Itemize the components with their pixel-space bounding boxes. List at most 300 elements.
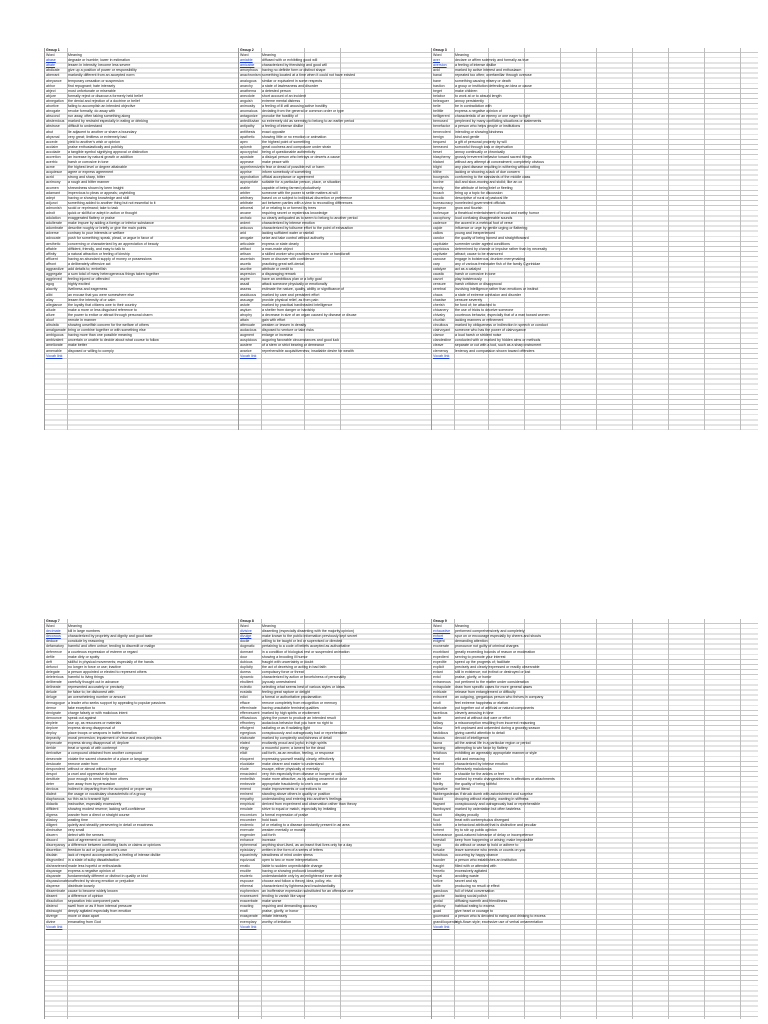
- meaning-cell: treat with contemptuous disregard: [455, 817, 510, 822]
- meaning-cell: the use of tricks to deceive someone: [455, 307, 514, 312]
- word-cell: astute: [240, 302, 250, 307]
- word-cell: amalgamate: [46, 328, 66, 333]
- meaning-cell: requiring and demanding accuracy: [262, 904, 318, 909]
- word-cell: exorbitant: [433, 649, 449, 654]
- meaning-cell: made less hopeful or enthusiastic: [68, 863, 122, 868]
- meaning-cell: lacking or showing a lack of due concern: [455, 170, 520, 175]
- meaning-cell: lack of agreement or harmony: [68, 838, 116, 843]
- word-cell: diminutive: [46, 827, 63, 832]
- word-cell: bane: [433, 78, 441, 83]
- word-cell: fastidious: [433, 731, 449, 736]
- meaning-cell: excessively agitated: [455, 868, 488, 873]
- word-cell: ambiguous: [46, 333, 64, 338]
- meaning-cell: add details to; embellish: [68, 267, 107, 272]
- meaning-cell: estimate the nature, quality, ability or significance of: [262, 287, 345, 292]
- meaning-cell: repeated too often; overfamiliar through overuse: [455, 73, 532, 78]
- word-cell: bequest: [433, 139, 446, 144]
- word-cell: bucolic: [433, 195, 445, 200]
- word-cell: adjunct: [46, 200, 58, 205]
- meaning-cell: escape, either physically or mentally: [262, 766, 320, 771]
- word-cell: exemplary: [240, 919, 257, 924]
- word-cell: acrimony: [46, 180, 61, 185]
- word-cell: bovine: [433, 180, 444, 185]
- meaning-cell: praise, glorify, or honor: [455, 675, 492, 680]
- word-cell: fraught: [433, 863, 445, 868]
- word-cell: disperse: [46, 883, 60, 888]
- word-cell: acumen: [46, 185, 59, 190]
- word-cell: edict: [240, 695, 248, 700]
- word-cell: emend: [240, 787, 251, 792]
- word-cell: efface: [240, 700, 250, 705]
- word-cell: archaic: [240, 216, 252, 221]
- meaning-cell: poor enough to need help from others: [68, 776, 129, 781]
- word-cell: duress: [240, 669, 251, 674]
- word-cell: effulgent: [240, 725, 254, 730]
- meaning-cell: degrade or humble; lower in estimation: [68, 58, 130, 63]
- word-cell: flaunt: [433, 812, 442, 817]
- word-cell: apex: [240, 139, 248, 144]
- word-cell: futile: [433, 883, 441, 888]
- meaning-cell: weaken or lessen in density: [262, 323, 307, 328]
- vocab-link[interactable]: Vocab link: [46, 924, 63, 929]
- word-cell[interactable]: abate: [46, 63, 55, 68]
- word-cell[interactable]: aver: [433, 58, 440, 63]
- meaning-cell: any plant disease resulting in withering without rotting: [455, 165, 541, 170]
- meaning-cell: spur on or encourage especially by cheers and shouts: [455, 634, 542, 639]
- meaning-cell: a person who establishes an institution: [455, 858, 517, 863]
- meaning-cell: praise enthusiastically and publicly: [68, 144, 124, 149]
- word-cell: exigent: [433, 639, 445, 644]
- word-cell: acme: [46, 165, 55, 170]
- meaning-cell: draw from specific cases for more general cases: [455, 685, 533, 690]
- word-cell: didactic: [46, 802, 59, 807]
- meaning-cell: unaffected by strong emotion or prejudice: [68, 878, 135, 883]
- vocabulary-sheet-1: [44, 48, 758, 430]
- meaning-cell: descriptive of rural or pastoral life: [455, 195, 508, 200]
- meaning-cell: great coolness and composure under strain: [262, 144, 332, 149]
- word-cell: bureaucracy: [433, 200, 453, 205]
- meaning-cell: markedly different from an accepted norm: [68, 73, 135, 78]
- word-cell: adulterate: [46, 221, 62, 226]
- word-cell: allude: [46, 307, 56, 312]
- word-cell: accretion: [46, 154, 61, 159]
- word-cell: elegy: [240, 746, 249, 751]
- meaning-cell: marked by complexity and richness of detail: [262, 736, 332, 741]
- word-group: [433, 619, 669, 930]
- meaning-cell: a disparaging remark: [262, 272, 296, 277]
- meaning-cell: deviating from the general or common order or type: [262, 109, 344, 114]
- meaning-cell: anything short-lived, as an insect that lives only for a day: [262, 843, 353, 848]
- meaning-cell: someone with the power to settle matters at will: [262, 190, 338, 195]
- meaning-cell: remote in manner: [68, 317, 97, 322]
- word-cell: disheartened: [46, 863, 67, 868]
- meaning-column-header: Meaning: [68, 53, 82, 58]
- word-cell: beget: [433, 88, 442, 93]
- word-cell: dour: [240, 654, 248, 659]
- meaning-cell: revoke formally; do away with: [68, 109, 116, 114]
- meaning-cell: having or showing knowledge and skill: [68, 195, 130, 200]
- meaning-cell: increase: [262, 838, 276, 843]
- word-cell: goad: [433, 909, 441, 914]
- word-cell[interactable]: aversion: [433, 63, 447, 68]
- meaning-cell: extreme mental distress: [262, 98, 301, 103]
- meaning-cell: in a condition of biological rest or suspended animation: [262, 649, 350, 654]
- meaning-cell: an outgoing, gregarious person who thrives in company: [455, 695, 544, 700]
- word-cell: antipathy: [240, 124, 255, 129]
- word-cell: aesthetic: [46, 241, 61, 246]
- word-cell: abeyance: [46, 78, 62, 83]
- word-cell: elated: [240, 741, 250, 746]
- meaning-cell: requiring secret or mysterious knowledge: [262, 211, 328, 215]
- meaning-cell: a shackle for the ankles or feet: [455, 771, 504, 776]
- word-cell: felicitous: [433, 751, 447, 756]
- word-cell: audacious: [240, 328, 257, 333]
- word-cell: enervate: [240, 827, 254, 832]
- word-cell: forgo: [433, 843, 442, 848]
- meaning-cell: remove completely from recognition or memory: [262, 700, 338, 705]
- meaning-cell: showing unselfish concern for the welfare of others: [68, 323, 149, 328]
- meaning-cell: the accent in a metrical foot of verse: [455, 221, 513, 226]
- meaning-cell: annoy continually or chronically: [455, 149, 505, 154]
- word-cell: fortuitous: [433, 853, 448, 858]
- meaning-cell: in fear or dread of possible evil or harm: [262, 165, 325, 170]
- word-cell: aspersion: [240, 272, 256, 277]
- word-cell: embellish: [240, 776, 256, 781]
- meaning-cell: a feeling of ill will arousing active hostility: [262, 104, 328, 109]
- meaning-cell: bring up a topic for discussion: [455, 190, 503, 195]
- word-cell[interactable]: divisive: [240, 629, 252, 634]
- word-cell: fatuous: [433, 736, 445, 741]
- word-cell: dissent: [46, 894, 58, 899]
- word-cell: defamatory: [46, 644, 64, 649]
- word-cell[interactable]: amiable: [240, 58, 253, 63]
- meaning-cell: arrived at without due care or effort: [455, 715, 511, 720]
- word-cell: amorphous: [240, 68, 258, 73]
- meaning-cell: harmful and often untrue; tending to discredit or malign: [68, 644, 156, 649]
- word-group: [433, 48, 669, 359]
- meaning-cell: weaken mentally or morally: [262, 827, 306, 832]
- meaning-cell: quick or skillful or adept in action or thought: [68, 211, 138, 215]
- group-title: Group 1: [46, 48, 60, 52]
- meaning-cell: so thin as to transmit light: [68, 797, 109, 802]
- word-cell: ephemeral: [240, 843, 257, 848]
- word-cell: auspicious: [240, 338, 257, 343]
- meaning-cell: a mournful poem; a lament for the dead: [262, 746, 325, 751]
- word-column-header: Word: [240, 624, 249, 629]
- meaning-cell: a decrease in size of an organ caused by disease or disuse: [262, 312, 357, 317]
- meaning-cell: grossly irreverent behavior toward sacred things: [455, 154, 532, 159]
- word-cell: banal: [433, 73, 442, 78]
- word-cell: bereaved: [433, 144, 448, 149]
- meaning-cell: cleverly amusing in tone: [455, 710, 494, 715]
- word-cell: blatant: [433, 160, 444, 165]
- meaning-cell: lacking sufficient water or rainfall: [262, 231, 314, 236]
- meaning-cell: appropriate fraudulently to one's own use: [262, 782, 328, 786]
- vocab-link[interactable]: Vocab link: [433, 924, 450, 929]
- meaning-cell: put together out of artificial or natural components: [455, 705, 535, 710]
- meaning-cell: a behavioral attribute that is distinctive and peculiar: [455, 822, 537, 827]
- word-cell: arcane: [240, 211, 251, 215]
- word-cell: exacerbate: [240, 899, 258, 904]
- meaning-cell: marked by high spirits or excitement: [262, 710, 320, 715]
- word-cell[interactable]: decimate: [46, 629, 61, 634]
- column-rule: [704, 48, 705, 430]
- meaning-cell: temporary cessation or suspension: [68, 78, 124, 83]
- column-rule: [44, 619, 45, 1019]
- word-cell: arbitrate: [240, 200, 254, 205]
- meaning-cell: keep from happening or arising; make impossible: [455, 838, 534, 843]
- meaning-cell: a person who is devoted to eating and drinking to excess: [455, 914, 546, 919]
- word-cell: fallacy: [433, 720, 444, 725]
- meaning-cell: standing above others in quality or position: [262, 792, 331, 797]
- meaning-cell: surrender under agreed conditions: [455, 241, 510, 246]
- meaning-cell: the power to entice or attract through personal charm: [68, 312, 153, 317]
- meaning-cell: a rough and bitter manner: [68, 180, 110, 185]
- meaning-cell: compulsory force or threat: [262, 669, 304, 674]
- word-cell: clamor: [433, 333, 444, 338]
- meaning-cell: having or showing profound knowledge: [262, 868, 325, 873]
- meaning-cell: a formal or authoritative proclamation: [262, 695, 322, 700]
- word-cell: empathy: [240, 797, 254, 802]
- word-cell: assess: [240, 287, 252, 292]
- word-cell: forestall: [433, 838, 446, 843]
- meaning-cell: exhibiting an agreeably appropriate manner or style: [455, 751, 537, 756]
- meaning-cell: most unfortunate or miserable: [68, 88, 116, 93]
- word-cell: cherish: [433, 302, 445, 307]
- meaning-cell: have an ambitious plan or a lofty goal: [262, 277, 322, 282]
- meaning-cell: a sum total of many heterogeneous things taken together: [68, 272, 159, 277]
- word-cell: ascetic: [240, 261, 252, 266]
- meaning-cell: perplexed by many conflicting situations or statements: [455, 119, 542, 124]
- word-cell: deft: [46, 659, 52, 664]
- meaning-cell: of or relating to a disease constantly present in an area: [262, 822, 350, 827]
- meaning-cell: place troops or weapons in battle formation: [68, 731, 137, 736]
- word-cell: discretion: [46, 848, 62, 853]
- word-cell: espouse: [240, 878, 254, 883]
- word-cell: deprecate: [46, 741, 62, 746]
- word-cell: despot: [46, 771, 57, 776]
- meaning-cell: make dirty or spotty: [68, 654, 100, 659]
- word-cell: disdain: [46, 853, 58, 858]
- word-cell: beset: [433, 149, 442, 154]
- meaning-cell: describe roughly or briefly or give the main points: [68, 226, 147, 231]
- meaning-cell: call forth: [262, 832, 276, 837]
- meaning-cell: carefully thought out in advance: [68, 680, 119, 685]
- meaning-column-header: Meaning: [68, 624, 82, 629]
- word-cell: appropriate: [240, 180, 259, 185]
- word-cell: diverge: [46, 914, 58, 919]
- meaning-cell: freedom to act or judge on one's own: [68, 848, 128, 853]
- word-cell: deluge: [46, 695, 57, 700]
- meaning-cell: influence or urge by gentle urging or flattering: [455, 226, 528, 231]
- word-cell: censure: [433, 282, 446, 287]
- meaning-cell: make a more or less disguised reference to: [68, 307, 137, 312]
- word-cell[interactable]: exhort: [433, 634, 443, 639]
- word-cell: clairvoyant: [433, 328, 451, 333]
- word-cell: fabricate: [433, 705, 447, 710]
- meaning-cell: someone who has the power of clairvoyance: [455, 328, 526, 333]
- word-cell: abysmal: [46, 134, 60, 139]
- meaning-cell: all the animal life in a particular region or period: [455, 741, 531, 746]
- meaning-cell: drooping without elasticity; wanting in stiffness: [455, 797, 529, 802]
- word-cell: grandiloquence: [433, 919, 458, 924]
- meaning-cell: characterized by toilsome effort to the point of exhaustion: [262, 226, 354, 231]
- word-cell: delegate: [46, 669, 60, 674]
- word-cell: forbearance: [433, 832, 453, 837]
- meaning-cell: involving intelligence rather than emotions or instinct: [455, 287, 539, 292]
- meaning-cell: capable of being farmed productively: [262, 185, 321, 190]
- meaning-cell: derived from experiment and observation rather than theory: [262, 802, 357, 807]
- column-rule: [44, 48, 45, 430]
- table-row: [433, 920, 669, 925]
- word-cell: austere: [240, 343, 252, 348]
- word-cell: evanescent: [240, 894, 259, 899]
- word-cell[interactable]: decorous: [46, 634, 61, 639]
- meaning-cell: wild and menacing: [455, 756, 485, 761]
- meaning-cell: attribute or credit to: [262, 267, 293, 272]
- word-cell: artisan: [240, 251, 251, 256]
- word-cell: arboreal: [240, 205, 254, 210]
- meaning-cell: grow and flourish: [455, 205, 483, 210]
- word-cell: facetious: [433, 710, 448, 715]
- vocab-link[interactable]: Vocab link: [433, 353, 450, 358]
- meaning-cell: very thin especially from disease or hunger or cold: [262, 771, 343, 776]
- word-cell: arrogate: [240, 236, 254, 241]
- meaning-cell: represented accurately or precisely: [68, 685, 124, 690]
- meaning-cell: secret and sly: [455, 878, 478, 883]
- meaning-cell: characteristic of an enemy or one eager to fight: [455, 114, 531, 119]
- word-cell: cleave: [433, 343, 444, 348]
- word-column-header: Word: [240, 53, 249, 58]
- meaning-cell: treat or speak of with contempt: [68, 746, 118, 751]
- meaning-cell: enlarge or increase: [262, 333, 293, 338]
- word-cell[interactable]: amicable: [240, 63, 255, 68]
- word-cell: benign: [433, 134, 444, 139]
- word-cell: fervent: [433, 761, 444, 766]
- meaning-cell: steadiness of mind under stress: [262, 853, 313, 858]
- word-cell: eloquent: [240, 756, 254, 761]
- word-cell: emaciated: [240, 771, 257, 776]
- word-cell: frugal: [433, 873, 442, 878]
- word-cell: distend: [46, 904, 58, 909]
- word-cell: apprehensive: [240, 165, 262, 170]
- meaning-cell: lie adjacent to another or share a boundary: [68, 129, 137, 134]
- column-rule: [704, 619, 705, 1019]
- meaning-cell: something located at a time when it could not have existed: [262, 73, 356, 78]
- word-cell: clandestine: [433, 338, 452, 343]
- meaning-cell: yield to another's wish or opinion: [68, 139, 121, 144]
- word-cell[interactable]: exhaustive: [433, 629, 451, 634]
- meaning-cell: very great; limitless or extremely bad: [68, 134, 127, 139]
- meaning-cell: having more than one possible meaning: [68, 333, 132, 338]
- meaning-cell: remove water from: [68, 761, 98, 766]
- vocab-link[interactable]: Vocab link: [240, 924, 257, 929]
- meaning-cell: showing little or no emotion or animation: [262, 134, 327, 139]
- word-cell: amenable: [46, 348, 62, 353]
- meaning-cell: precisely and clearly expressed or readily observable: [455, 664, 540, 669]
- word-cell: avarice: [240, 348, 252, 353]
- meaning-cell: avoiding waste: [455, 873, 479, 878]
- word-cell: apathetic: [240, 134, 255, 139]
- word-column-header: Word: [433, 624, 442, 629]
- meaning-cell: feel extreme happiness or elation: [455, 700, 508, 705]
- meaning-cell: characterized by lightness and insubstantiality: [262, 883, 336, 888]
- meaning-cell: find repugnant; hate intensely: [68, 83, 116, 88]
- word-cell[interactable]: abase: [46, 58, 56, 63]
- meaning-cell: serving to promote your interest: [455, 654, 506, 659]
- word-cell: empirical: [240, 802, 255, 807]
- meaning-cell: lessen the intensity of or calm: [68, 297, 116, 302]
- word-cell: dubious: [240, 659, 253, 664]
- meaning-cell: joyously unrestrained: [262, 680, 296, 685]
- word-cell: blithe: [433, 170, 442, 175]
- meaning-cell: move or draw apart: [68, 914, 99, 919]
- meaning-cell: based on or subject to individual discretion or preference: [262, 195, 353, 200]
- word-cell: bourgeois: [433, 175, 449, 180]
- word-cell[interactable]: divulge: [240, 634, 252, 639]
- meaning-cell: use up, as resources or materials: [68, 720, 122, 725]
- word-column-header: Word: [433, 53, 442, 58]
- word-cell: advocate: [46, 236, 61, 241]
- meaning-cell: lacking social polish: [455, 894, 487, 899]
- word-cell: chastise: [433, 297, 447, 302]
- word-cell: extrapolate: [433, 685, 451, 690]
- word-cell: erudite: [240, 868, 251, 873]
- word-cell: abjure: [46, 93, 56, 98]
- word-cell: burlesque: [433, 211, 449, 215]
- word-cell: anguish: [240, 98, 253, 103]
- meaning-cell: a person who helps people or institutions: [455, 124, 521, 129]
- word-cell: acquiesce: [46, 170, 63, 175]
- word-cell: elucidate: [240, 761, 255, 766]
- word-cell: aberrant: [46, 73, 60, 78]
- word-cell: benevolent: [433, 129, 451, 134]
- word-cell: exult: [433, 700, 441, 705]
- word-cell: duplicity: [240, 664, 253, 669]
- word-cell: fallow: [433, 725, 443, 730]
- vocab-link[interactable]: Vocab link: [240, 353, 257, 358]
- meaning-cell: harmful to living things: [68, 675, 104, 680]
- word-cell: endemic: [240, 822, 254, 827]
- word-cell: burgeon: [433, 205, 447, 210]
- meaning-cell: turn away from by persuasion: [68, 782, 116, 786]
- meaning-column-header: Meaning: [262, 624, 276, 629]
- word-cell: efficacious: [240, 715, 257, 720]
- meaning-cell: willing to be taught or led or supervised or directed: [262, 639, 343, 644]
- table-row: [433, 349, 669, 354]
- meaning-cell: strong and sharp, bitter: [68, 175, 105, 180]
- meaning-cell: be fond of; be attached to: [455, 302, 496, 307]
- word-cell: founder: [433, 858, 446, 863]
- word-cell: bastion: [433, 83, 445, 88]
- meaning-cell: exact opposite: [262, 129, 286, 134]
- word-cell: belabor: [433, 93, 445, 98]
- meaning-cell: separation into component parts: [68, 899, 120, 904]
- meaning-cell: any of various freshwater fish of the family Cyprinidae: [455, 261, 541, 266]
- word-cell: diligent: [46, 822, 58, 827]
- meaning-cell: conducted with or marked by hidden aims or methods: [455, 338, 541, 343]
- word-cell: deride: [46, 746, 56, 751]
- word-cell: antithesis: [240, 129, 256, 134]
- meaning-cell: provoke the hostility of: [262, 114, 298, 119]
- meaning-cell: distribute loosely: [68, 883, 95, 888]
- vocab-link[interactable]: Vocab link: [46, 353, 63, 358]
- meaning-cell: offensively malodorous: [455, 766, 492, 771]
- word-cell: abstemious: [46, 119, 65, 124]
- meaning-cell: act as a catalyst: [455, 267, 481, 272]
- word-cell: antagonize: [240, 114, 258, 119]
- word-cell: ascertain: [240, 256, 255, 261]
